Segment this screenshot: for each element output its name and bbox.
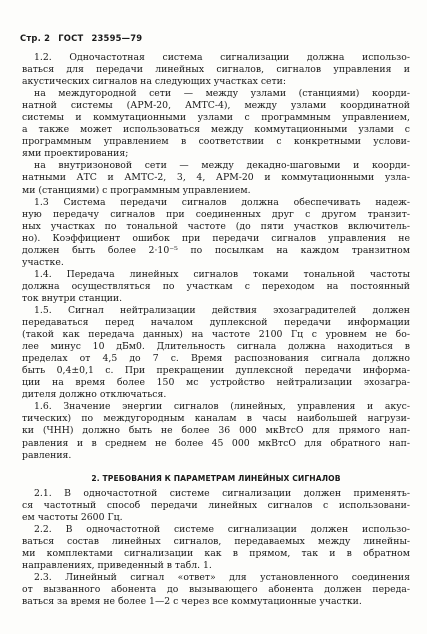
text-line: 1.2. Одночастотная система сигнализации должна использо- <box>34 52 410 63</box>
paragraph <box>22 524 410 572</box>
text-line: на междугородной сети — между узлами (станциями) коорди- <box>34 88 410 100</box>
section-1-text <box>22 52 410 462</box>
text-line: ваться состав линейных сигналов, передаваемых между линейны- <box>22 535 410 547</box>
text-line: лее минус 10 дБм0. Длительность сигнала должна находиться в <box>22 341 410 353</box>
text-line: быть 0,4±0,1 с. При прекращении дуплексной передачи информа- <box>22 365 410 377</box>
text-line: ями проектирования; <box>22 148 129 160</box>
text-line: ми (станциями) с программным управлением. <box>22 184 251 196</box>
text-line: натными АТС и АМТС-2, 3, 4, АРМ-20 и коммутационными узла- <box>22 172 410 184</box>
text-line: 2.3. Линейный сигнал «ответ» для установленного соединения <box>34 571 410 583</box>
paragraph <box>22 88 410 160</box>
text-line: ваться для передачи линейных сигналов, сигналов управления и <box>22 64 410 76</box>
text-line: должна осуществляться по участкам с переходом на постоянный <box>22 280 410 292</box>
text-line: программным управлением в соответствии с конкретными услови- <box>22 136 410 148</box>
section-2-text <box>22 488 410 608</box>
text-line: участке. <box>22 256 64 268</box>
page-header <box>20 33 147 43</box>
text-line: 1.5. Сигнал нейтрализации действия эхозаградителей должен <box>34 304 410 316</box>
paragraph <box>22 160 410 196</box>
text-line: на внутризоновой сети — между декадно-шаговыми и коорди- <box>34 160 410 172</box>
text-line: пределах от 4,5 до 7 с. Время распознования сигнала должно <box>22 353 410 365</box>
text-line: (такой как передача данных) на частоте 2100 Гц с уровнем не бо- <box>22 329 410 341</box>
text-line: ваться за время не более 1—2 с через все коммутационные участки. <box>22 596 362 608</box>
standard-label: ГОСТ <box>58 33 84 43</box>
text-line: а также может использоваться между коммутационными узлами с <box>22 124 410 136</box>
document-body <box>22 52 410 608</box>
page-number: Стр. 2 <box>20 33 51 43</box>
text-line: равления и в среднем не более 45 000 мкВтсО для обратного нап- <box>22 437 410 449</box>
text-line: ем частоты 2600 Гц. <box>22 511 123 523</box>
text-line: системы и коммутационными узлами с программным управлением, <box>22 112 410 124</box>
text-line: 1.3 Система передачи сигналов должна обеспечивать надеж- <box>34 196 410 208</box>
text-line: 2.1. В одночастотной системе сигнализации должен применять- <box>34 487 410 499</box>
standard-number: 23595—79 <box>91 33 143 43</box>
text-line: но). Коэффициент ошибок при передачи сигналов управления не <box>22 232 410 244</box>
text-line: 1.4. Передача линейных сигналов токами тональной частоты <box>34 268 410 280</box>
text-line: ции на время более 150 мс устройство нейтрализации эхозагра- <box>22 377 410 389</box>
text-line: от вызванного абонента до вызывающего абонента должен переда- <box>22 584 410 596</box>
text-line: должен быть более 2·10⁻⁵ по посылкам на каждом транзитном <box>22 244 410 256</box>
text-line: тических) по междугородным каналам в часы наибольшей нагрузи- <box>22 413 410 425</box>
text-line: ми комплектами сигнализации как в прямом, так и в обратном <box>22 547 410 559</box>
text-line: ных участках по тональной частоте (до пяти участков включитель- <box>22 220 410 232</box>
text-line: ную передачу сигналов при соединенных друг с другом транзит- <box>22 208 410 220</box>
text-line: ся частотный способ передачи линейных сигналов с использовани- <box>22 499 410 511</box>
text-line: равления. <box>22 449 72 461</box>
text-line: 2.2. В одночастотной системе сигнализации должен использо- <box>34 523 410 535</box>
text-line: ки (ЧНН) должно быть не более 36 000 мкВтсО для прямого нап- <box>22 425 410 437</box>
text-line: 1.6. Значение энергии сигналов (линейных, управления и акус- <box>34 401 410 413</box>
section-title: 2. ТРЕБОВАНИЯ К ПАРАМЕТРАМ ЛИНЕЙНЫХ СИГНАЛОВ <box>91 473 341 483</box>
text-line: передаваться перед началом дуплексной передачи информации <box>22 317 410 329</box>
text-line: акустических сигналов на следующих участках сети: <box>22 76 287 88</box>
text-line: дителя должно отключаться. <box>22 389 167 401</box>
paragraph <box>22 488 410 524</box>
paragraph <box>22 52 410 88</box>
text-line: натной системы (АРМ-20, АМТС-4), между узлами координатной <box>22 100 410 112</box>
paragraph <box>22 269 410 305</box>
paragraph <box>22 305 410 401</box>
paragraph <box>22 197 410 269</box>
text-line: направлениях, приведенный в табл. 1. <box>22 559 212 571</box>
paragraph <box>22 572 410 608</box>
paragraph <box>22 401 410 461</box>
text-line: ток внутри станции. <box>22 292 123 304</box>
